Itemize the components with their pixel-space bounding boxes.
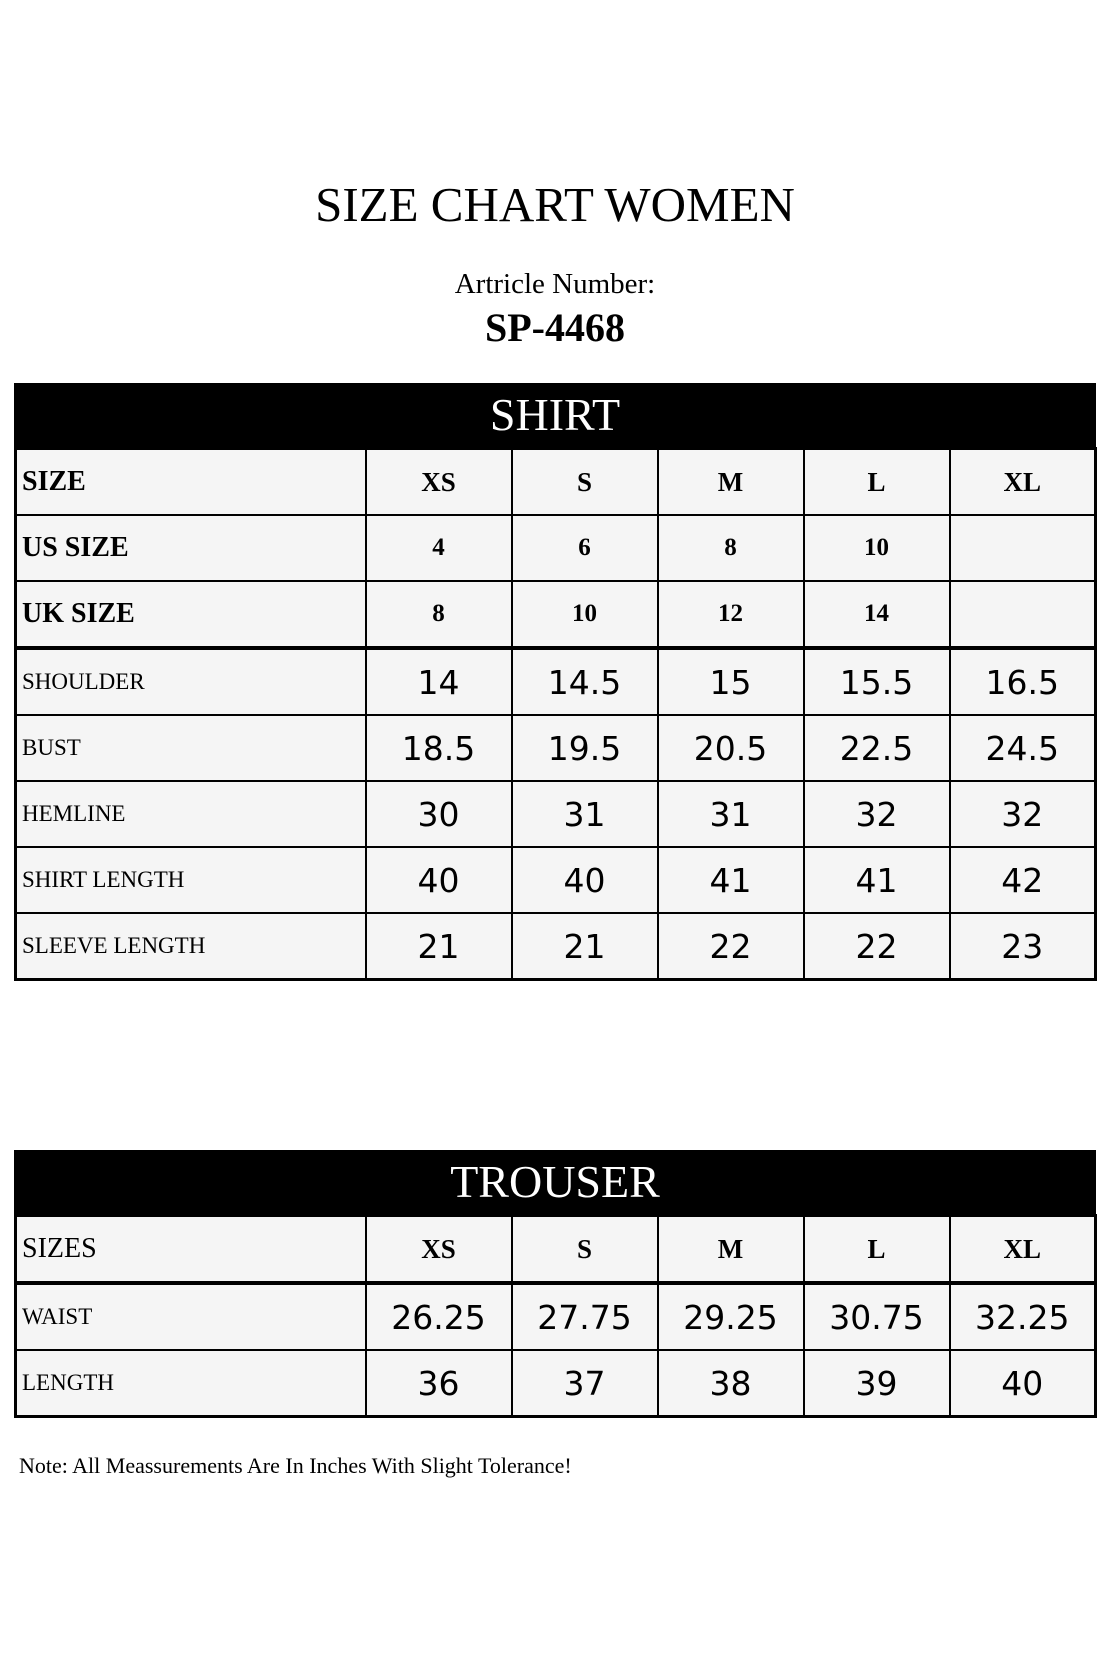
size-header-m: M — [658, 1216, 804, 1284]
table-cell — [950, 515, 1096, 581]
size-header-l: L — [804, 1216, 950, 1284]
size-header-s: S — [512, 449, 658, 516]
row-label: SHIRT LENGTH — [16, 847, 366, 913]
table-cell: 37 — [512, 1350, 658, 1417]
table-cell: 30.75 — [804, 1283, 950, 1350]
table-cell: 30 — [366, 781, 512, 847]
shirt-us-size-row — [16, 515, 1096, 581]
table-cell: 36 — [366, 1350, 512, 1417]
trouser-size-table — [14, 1150, 1096, 1418]
table-cell: 14 — [804, 581, 950, 648]
table-cell: 18.5 — [366, 715, 512, 781]
table-cell: 40 — [950, 1350, 1096, 1417]
table-cell: 6 — [512, 515, 658, 581]
table-cell: 29.25 — [658, 1283, 804, 1350]
chart-title: SIZE CHART WOMEN — [315, 177, 795, 232]
table-cell: 8 — [366, 581, 512, 648]
row-label: SIZES — [16, 1216, 366, 1284]
table-cell: 16.5 — [950, 648, 1096, 715]
row-label: WAIST — [16, 1283, 366, 1350]
table-cell: 32 — [950, 781, 1096, 847]
table-cell: 40 — [366, 847, 512, 913]
trouser-heading: TROUSER — [14, 1150, 1096, 1214]
table-cell: 15.5 — [804, 648, 950, 715]
table-cell: 41 — [658, 847, 804, 913]
shirt-sleeve-length-row — [16, 913, 1096, 980]
table-cell: 21 — [512, 913, 658, 980]
row-label: SLEEVE LENGTH — [16, 913, 366, 980]
table-cell: 21 — [366, 913, 512, 980]
shirt-size-table — [14, 383, 1096, 981]
size-header-xs: XS — [366, 449, 512, 516]
shirt-heading: SHIRT — [14, 383, 1096, 447]
shirt-uk-size-row — [16, 581, 1096, 648]
table-cell: 26.25 — [366, 1283, 512, 1350]
table-cell: 8 — [658, 515, 804, 581]
table-cell: 31 — [658, 781, 804, 847]
row-label: HEMLINE — [16, 781, 366, 847]
article-number-label: Artricle Number: — [454, 268, 656, 300]
table-cell: 23 — [950, 913, 1096, 980]
row-label: BUST — [16, 715, 366, 781]
trouser-waist-row — [16, 1283, 1096, 1350]
shirt-shoulder-row — [16, 648, 1096, 715]
table-cell: 10 — [804, 515, 950, 581]
shirt-size-row — [16, 449, 1096, 516]
row-label: SHOULDER — [16, 648, 366, 715]
table-cell: 39 — [804, 1350, 950, 1417]
size-header-xs: XS — [366, 1216, 512, 1284]
table-cell: 42 — [950, 847, 1096, 913]
trouser-length-row — [16, 1350, 1096, 1417]
table-cell: 38 — [658, 1350, 804, 1417]
table-cell: 19.5 — [512, 715, 658, 781]
row-label: UK SIZE — [16, 581, 366, 648]
table-cell: 4 — [366, 515, 512, 581]
row-label: US SIZE — [16, 515, 366, 581]
table-cell — [950, 581, 1096, 648]
row-label: LENGTH — [16, 1350, 366, 1417]
size-header-m: M — [658, 449, 804, 516]
table-cell: 40 — [512, 847, 658, 913]
size-header-xl: XL — [950, 1216, 1096, 1284]
table-cell: 14 — [366, 648, 512, 715]
shirt-bust-row — [16, 715, 1096, 781]
table-cell: 22 — [658, 913, 804, 980]
trouser-size-row — [16, 1216, 1096, 1284]
shirt-length-row — [16, 847, 1096, 913]
table-cell: 22.5 — [804, 715, 950, 781]
shirt-hemline-row — [16, 781, 1096, 847]
table-cell: 15 — [658, 648, 804, 715]
trouser-table — [14, 1214, 1097, 1418]
table-cell: 20.5 — [658, 715, 804, 781]
article-number: SP-4468 — [485, 305, 625, 350]
table-cell: 14.5 — [512, 648, 658, 715]
table-cell: 32.25 — [950, 1283, 1096, 1350]
table-cell: 24.5 — [950, 715, 1096, 781]
table-cell: 22 — [804, 913, 950, 980]
table-cell: 31 — [512, 781, 658, 847]
shirt-table — [14, 447, 1097, 981]
size-header-l: L — [804, 449, 950, 516]
measurement-note: Note: All Meassurements Are In Inches With Slight Tolerance! — [19, 1453, 572, 1478]
table-cell: 41 — [804, 847, 950, 913]
table-cell: 32 — [804, 781, 950, 847]
table-cell: 12 — [658, 581, 804, 648]
table-cell: 10 — [512, 581, 658, 648]
size-header-s: S — [512, 1216, 658, 1284]
table-cell: 27.75 — [512, 1283, 658, 1350]
row-label: SIZE — [16, 449, 366, 516]
size-header-xl: XL — [950, 449, 1096, 516]
